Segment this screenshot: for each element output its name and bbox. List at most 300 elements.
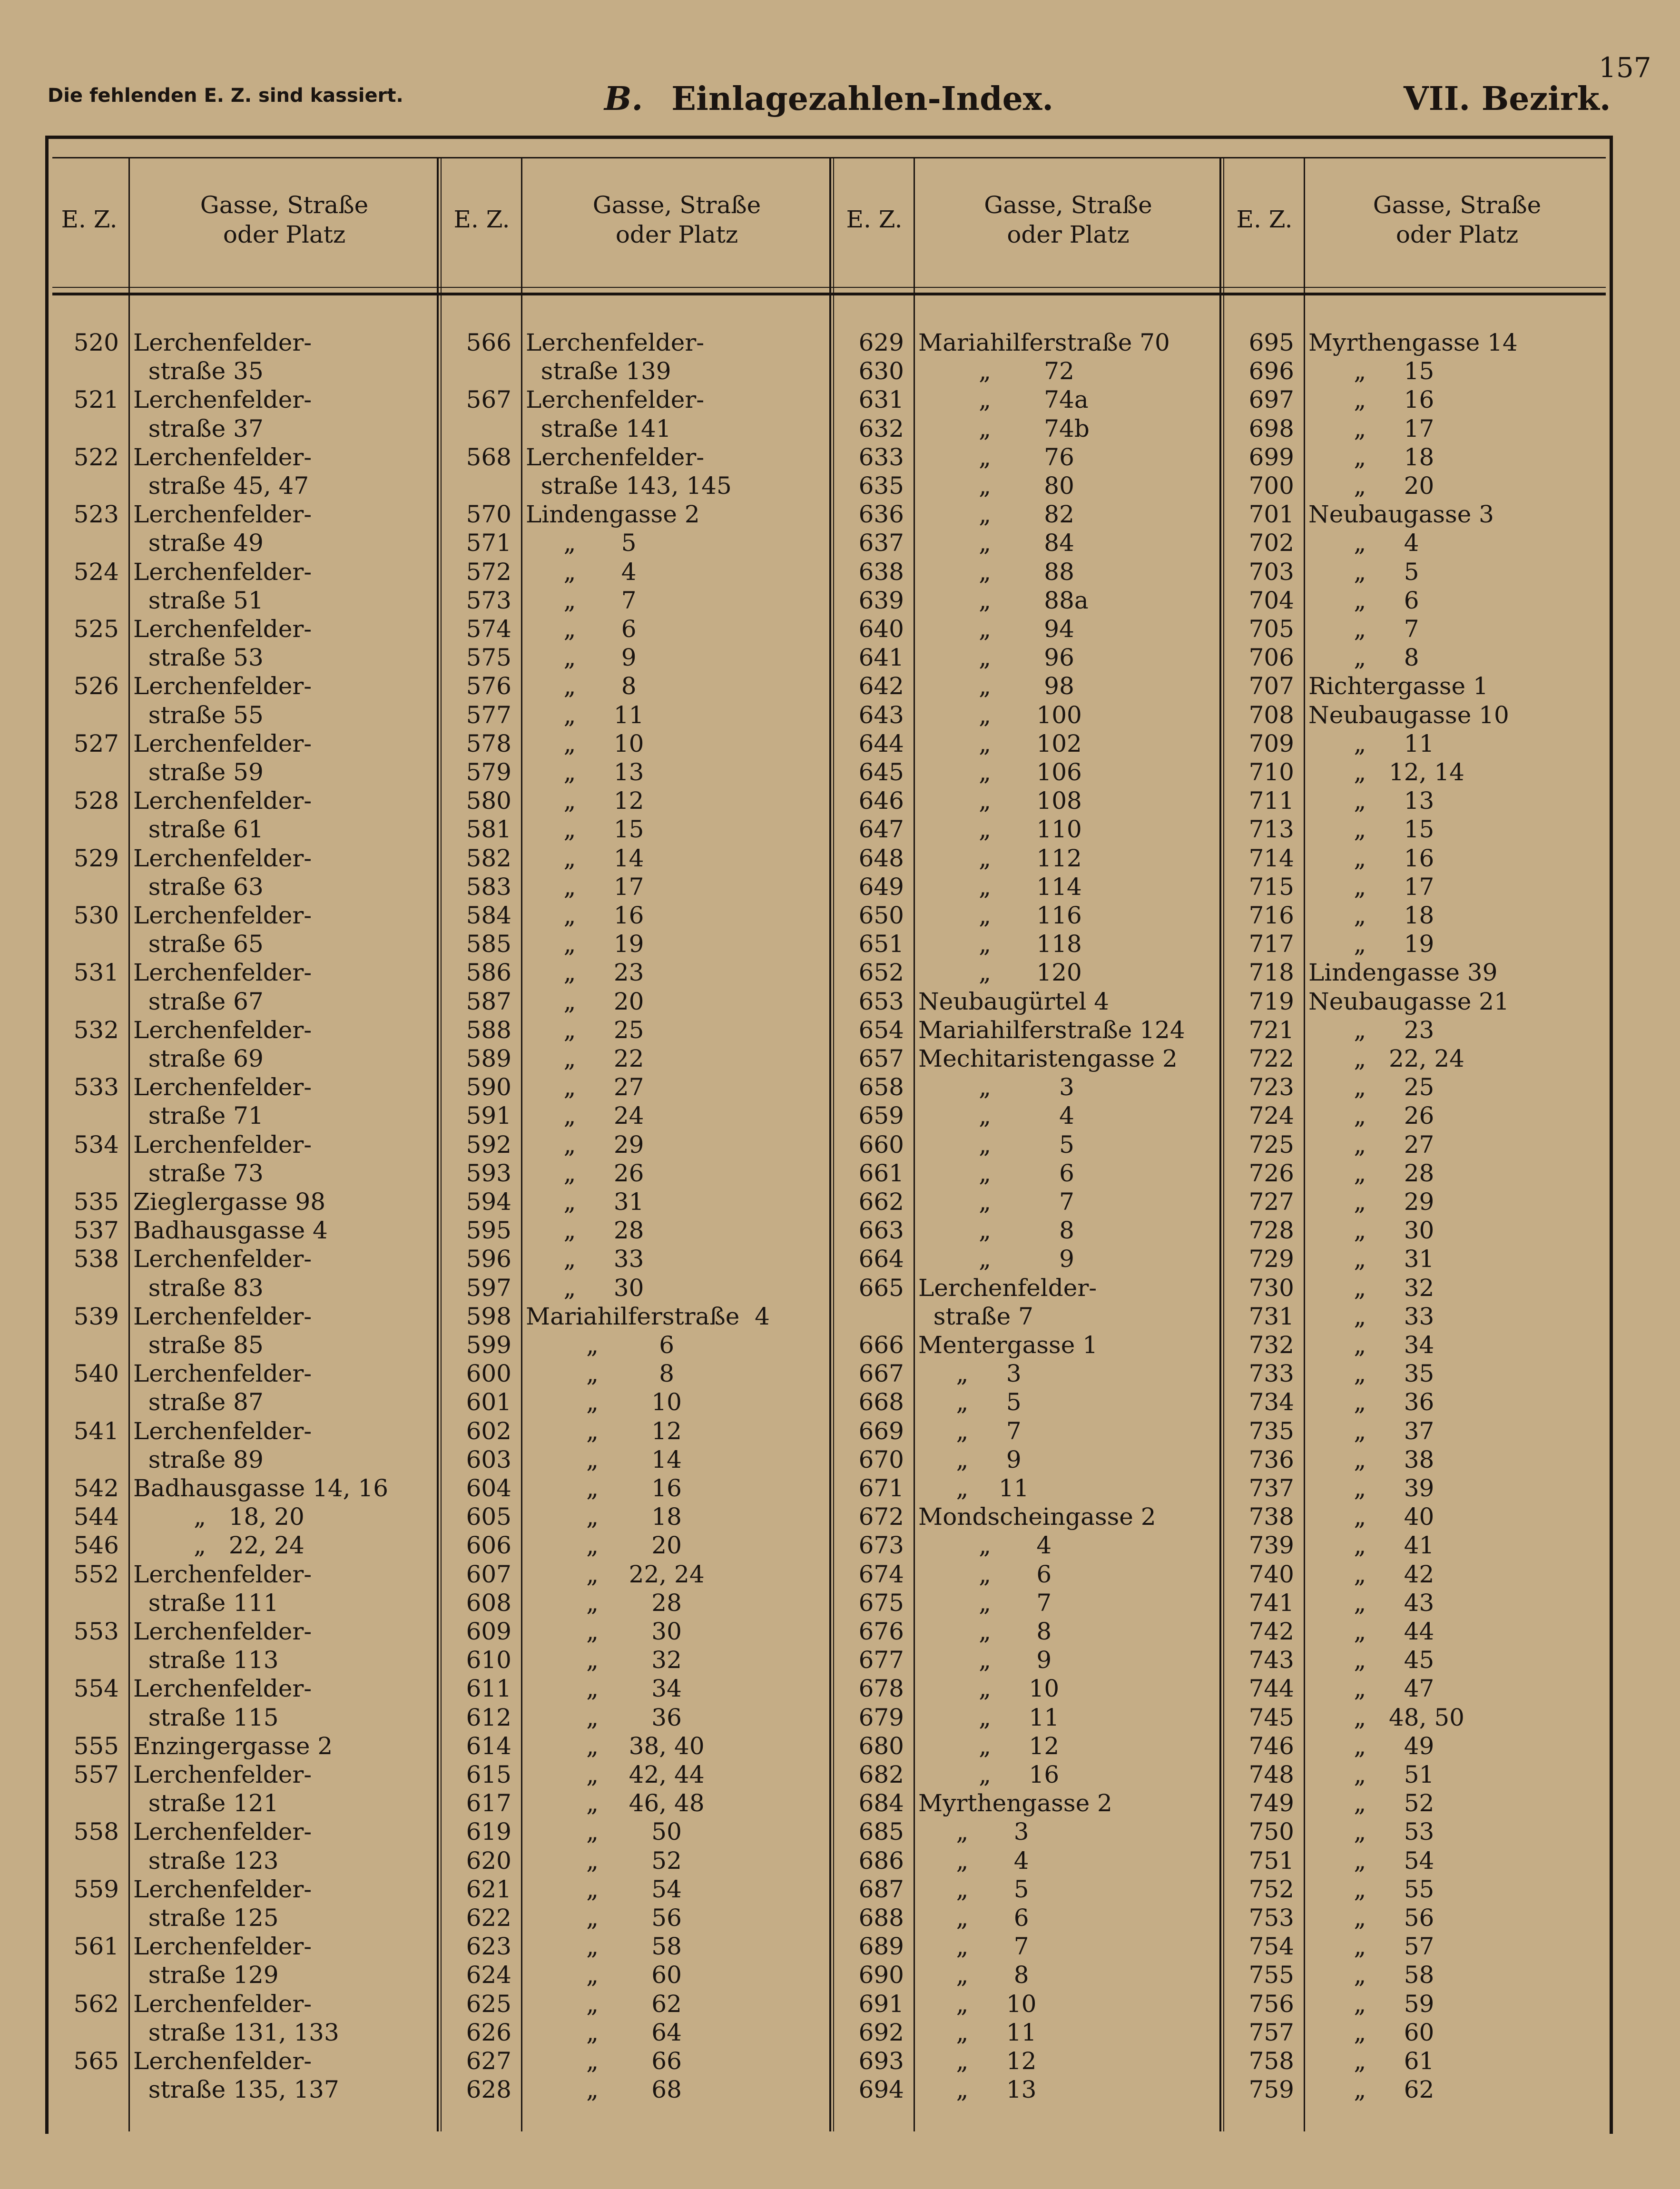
street-entry: „ 100 <box>918 701 1082 729</box>
ez-value: 535 <box>73 1188 119 1216</box>
ez-value: 638 <box>858 558 904 586</box>
street-entry: Lerchenfelder- <box>133 1875 312 1903</box>
ez-value: 524 <box>73 558 119 586</box>
street-entry: „ 7 <box>526 586 637 614</box>
street-entry: „ 22, 24 <box>1308 1045 1464 1072</box>
ez-value: 609 <box>466 1618 511 1645</box>
ez-value: 562 <box>73 1990 119 2018</box>
ez-value: 621 <box>466 1875 511 1903</box>
ez-value: 532 <box>73 1016 119 1044</box>
street-entry: „ 47 <box>1308 1675 1434 1703</box>
ez-value: 687 <box>858 1875 904 1903</box>
street-entry: straße 143, 145 <box>526 472 732 500</box>
street-entry: „ 11 <box>918 1474 1029 1502</box>
ez-value: 626 <box>466 2018 511 2046</box>
ez-value: 726 <box>1248 1159 1294 1187</box>
street-entry: straße 135, 137 <box>133 2076 339 2104</box>
ez-value: 690 <box>858 1961 904 1989</box>
street-entry: „ 18 <box>526 1503 682 1531</box>
ez-value: 671 <box>858 1474 904 1502</box>
ez-value: 567 <box>466 386 511 414</box>
street-entry: „ 19 <box>526 930 644 958</box>
ez-value: 719 <box>1248 987 1294 1015</box>
street-entry: straße 65 <box>133 930 264 958</box>
ez-value: 758 <box>1248 2047 1294 2075</box>
street-entry: Lerchenfelder- <box>526 329 705 356</box>
street-entry: „ 17 <box>526 873 644 901</box>
street-entry: Lerchenfelder- <box>526 443 705 471</box>
ez-value: 597 <box>466 1274 511 1302</box>
street-entry: „ 20 <box>526 1531 682 1560</box>
street-entry: Mondscheingasse 2 <box>918 1503 1156 1531</box>
street-entry: „ 55 <box>1308 1875 1434 1903</box>
street-entry: „ 60 <box>526 1961 682 1989</box>
street-entry: straße 87 <box>133 1388 264 1416</box>
ez-value: 756 <box>1248 1990 1294 2018</box>
street-entry: „ 7 <box>918 1188 1074 1216</box>
district-label: VII. Bezirk. <box>1404 80 1611 118</box>
street-entry: „ 10 <box>918 1675 1060 1703</box>
street-entry: „ 17 <box>1308 414 1434 442</box>
street-entry: „ 32 <box>1308 1274 1434 1302</box>
ez-value: 721 <box>1248 1016 1294 1044</box>
ez-value: 639 <box>858 586 904 614</box>
ez-value: 701 <box>1248 501 1294 529</box>
street-entry: „ 58 <box>526 1933 682 1961</box>
street-entry: straße 111 <box>133 1589 279 1617</box>
street-entry: „ 38, 40 <box>526 1732 705 1760</box>
street-entry: „ 34 <box>1308 1331 1434 1359</box>
ez-value: 622 <box>466 1904 511 1932</box>
ez-value: 566 <box>466 329 511 356</box>
ez-value: 589 <box>466 1045 511 1072</box>
street-entry: „ 22, 24 <box>526 1560 705 1588</box>
ez-value: 542 <box>73 1474 119 1502</box>
street-entry: „ 16 <box>1308 844 1434 872</box>
ez-value: 603 <box>466 1445 511 1473</box>
street-entry: „ 53 <box>1308 1818 1434 1846</box>
street-entry: „ 4 <box>918 1846 1029 1875</box>
street-entry: „ 30 <box>1308 1217 1434 1245</box>
ez-value: 652 <box>858 959 904 987</box>
section-letter: B. <box>604 80 643 118</box>
ez-value: 534 <box>73 1130 119 1158</box>
street-entry: Lerchenfelder- <box>133 959 312 987</box>
ez-value: 753 <box>1248 1904 1294 1932</box>
street-entry: „ 80 <box>918 472 1074 500</box>
street-entry: „ 22, 24 <box>133 1531 305 1560</box>
ez-value: 660 <box>858 1130 904 1158</box>
ez-value: 605 <box>466 1503 511 1531</box>
street-entry: „ 14 <box>526 844 644 872</box>
column-divider-thin <box>441 157 442 2131</box>
street-entry: straße 141 <box>526 414 671 442</box>
ez-value: 642 <box>858 672 904 700</box>
ez-value: 664 <box>858 1245 904 1273</box>
street-entry: „ 62 <box>1308 2076 1434 2104</box>
street-entry: „ 106 <box>918 758 1082 786</box>
street-entry: „ 42 <box>1308 1560 1434 1588</box>
street-entry: „ 8 <box>526 672 637 700</box>
street-entry: „ 8 <box>918 1618 1052 1645</box>
street-entry: Lerchenfelder- <box>133 1245 312 1273</box>
ez-value: 641 <box>858 644 904 672</box>
street-entry: „ 56 <box>526 1904 682 1932</box>
ez-value: 615 <box>466 1761 511 1788</box>
street-entry: „ 108 <box>918 787 1082 815</box>
street-entry: „ 74b <box>918 414 1090 442</box>
ez-divider <box>914 157 915 2131</box>
ez-value: 593 <box>466 1159 511 1187</box>
street-entry: „ 9 <box>918 1245 1074 1273</box>
ez-value: 599 <box>466 1331 511 1359</box>
ez-value: 695 <box>1248 329 1294 356</box>
street-entry: „ 60 <box>1308 2018 1434 2046</box>
ez-value: 651 <box>858 930 904 958</box>
street-entry: Lerchenfelder- <box>133 615 312 643</box>
street-entry: Mechitaristengasse 2 <box>918 1045 1178 1072</box>
street-entry: „ 9 <box>918 1445 1022 1473</box>
ez-value: 619 <box>466 1818 511 1846</box>
street-entry: „ 25 <box>1308 1073 1434 1101</box>
street-entry: straße 69 <box>133 1045 264 1072</box>
street-entry: straße 37 <box>133 414 264 442</box>
street-entry: Lerchenfelder- <box>133 1417 312 1445</box>
ez-value: 587 <box>466 987 511 1015</box>
ez-header: E. Z. <box>61 206 118 233</box>
ez-value: 676 <box>858 1618 904 1645</box>
street-entry: „ 11 <box>526 701 644 729</box>
ez-value: 713 <box>1248 815 1294 844</box>
ez-value: 731 <box>1248 1302 1294 1330</box>
ez-value: 520 <box>73 329 119 356</box>
ez-value: 724 <box>1248 1102 1294 1130</box>
street-entry: „ 36 <box>526 1703 682 1731</box>
street-entry: „ 20 <box>1308 472 1434 500</box>
street-entry: Badhausgasse 14, 16 <box>133 1474 389 1502</box>
street-entry: „ 45 <box>1308 1646 1434 1674</box>
street-entry: straße 53 <box>133 644 264 672</box>
street-entry: straße 71 <box>133 1102 264 1130</box>
street-entry: „ 57 <box>1308 1933 1434 1961</box>
ez-value: 755 <box>1248 1961 1294 1989</box>
ez-value: 606 <box>466 1531 511 1560</box>
street-entry: „ 36 <box>1308 1388 1434 1416</box>
street-entry: „ 9 <box>526 644 637 672</box>
street-entry: „ 6 <box>1308 586 1419 614</box>
ez-value: 625 <box>466 1990 511 2018</box>
street-entry: „ 6 <box>526 615 637 643</box>
ez-value: 525 <box>73 615 119 643</box>
street-entry: Lerchenfelder- <box>133 386 312 414</box>
street-entry: „ 26 <box>526 1159 644 1187</box>
street-entry: straße 73 <box>133 1159 264 1187</box>
street-entry: „ 12 <box>526 787 644 815</box>
ez-value: 751 <box>1248 1846 1294 1875</box>
street-entry: Lerchenfelder- <box>133 1560 312 1588</box>
street-entry: Lerchenfelder- <box>133 1016 312 1044</box>
street-entry: „ 72 <box>918 357 1074 385</box>
street-entry: „ 120 <box>918 959 1082 987</box>
ez-value: 677 <box>858 1646 904 1674</box>
ez-value: 636 <box>858 501 904 529</box>
ez-value: 633 <box>858 443 904 471</box>
street-entry: „ 7 <box>918 1933 1029 1961</box>
street-entry: „ 7 <box>918 1417 1022 1445</box>
street-entry: „ 9 <box>918 1646 1052 1674</box>
ez-value: 672 <box>858 1503 904 1531</box>
street-entry: „ 6 <box>918 1560 1052 1588</box>
street-entry: „ 16 <box>526 902 644 929</box>
street-entry: „ 56 <box>1308 1904 1434 1932</box>
street-entry: „ 4 <box>526 558 637 586</box>
ez-value: 527 <box>73 729 119 757</box>
street-entry: straße 55 <box>133 701 264 729</box>
ez-value: 750 <box>1248 1818 1294 1846</box>
ez-value: 582 <box>466 844 511 872</box>
ez-value: 576 <box>466 672 511 700</box>
ez-value: 739 <box>1248 1531 1294 1560</box>
ez-value: 653 <box>858 987 904 1015</box>
ez-value: 729 <box>1248 1245 1294 1273</box>
ez-value: 665 <box>858 1274 904 1302</box>
street-entry: „ 20 <box>526 987 644 1015</box>
ez-value: 522 <box>73 443 119 471</box>
ez-value: 578 <box>466 729 511 757</box>
street-entry: straße 67 <box>133 987 264 1015</box>
street-entry: „ 4 <box>918 1531 1052 1560</box>
street-entry: Lerchenfelder- <box>133 1073 312 1101</box>
ez-value: 592 <box>466 1130 511 1158</box>
street-entry: „ 82 <box>918 501 1074 529</box>
street-entry: „ 94 <box>918 615 1074 643</box>
ez-value: 611 <box>466 1675 511 1703</box>
ez-value: 580 <box>466 787 511 815</box>
street-entry: straße 125 <box>133 1904 279 1932</box>
street-entry: Lerchenfelder- <box>133 1761 312 1788</box>
ez-value: 583 <box>466 873 511 901</box>
ez-value: 600 <box>466 1360 511 1388</box>
header-title <box>604 80 1053 118</box>
street-entry: „ 4 <box>918 1102 1074 1130</box>
ez-value: 629 <box>858 329 904 356</box>
ez-value: 730 <box>1248 1274 1294 1302</box>
street-entry: „ 12 <box>526 1417 682 1445</box>
street-entry: straße 83 <box>133 1274 264 1302</box>
ez-value: 528 <box>73 787 119 815</box>
street-entry: „ 46, 48 <box>526 1789 705 1817</box>
street-entry: „ 59 <box>1308 1990 1434 2018</box>
ez-value: 538 <box>73 1245 119 1273</box>
street-entry: „ 54 <box>1308 1846 1434 1875</box>
street-entry: „ 12 <box>918 2047 1037 2075</box>
ez-value: 614 <box>466 1732 511 1760</box>
ez-value: 759 <box>1248 2076 1294 2104</box>
ez-value: 530 <box>73 902 119 929</box>
ez-value: 708 <box>1248 701 1294 729</box>
ez-value: 526 <box>73 672 119 700</box>
street-entry: „ 114 <box>918 873 1082 901</box>
ez-value: 555 <box>73 1732 119 1760</box>
street-entry: Lerchenfelder- <box>133 1818 312 1846</box>
ez-value: 521 <box>73 386 119 414</box>
ez-value: 678 <box>858 1675 904 1703</box>
page-number: 157 <box>1599 51 1651 84</box>
ez-value: 608 <box>466 1589 511 1617</box>
ez-value: 733 <box>1248 1360 1294 1388</box>
street-entry: Neubaugasse 3 <box>1308 501 1494 529</box>
street-entry: „ 22 <box>526 1045 644 1072</box>
ez-value: 559 <box>73 1875 119 1903</box>
street-entry: Lerchenfelder- <box>133 1675 312 1703</box>
street-entry: Lerchenfelder- <box>133 1990 312 2018</box>
street-entry: Lerchenfelder- <box>133 501 312 529</box>
ez-value: 741 <box>1248 1589 1294 1617</box>
ez-value: 693 <box>858 2047 904 2075</box>
ez-value: 612 <box>466 1703 511 1731</box>
street-entry: Neubaugasse 21 <box>1308 987 1509 1015</box>
ez-value: 635 <box>858 472 904 500</box>
street-entry: „ 15 <box>1308 357 1434 385</box>
street-entry: „ 26 <box>1308 1102 1434 1130</box>
street-entry: „ 54 <box>526 1875 682 1903</box>
street-entry: straße 115 <box>133 1703 279 1731</box>
ez-value: 630 <box>858 357 904 385</box>
ez-value: 650 <box>858 902 904 929</box>
street-entry: straße 139 <box>526 357 671 385</box>
ez-value: 680 <box>858 1732 904 1760</box>
ez-value: 682 <box>858 1761 904 1788</box>
street-entry: „ 13 <box>918 2076 1037 2104</box>
ez-value: 703 <box>1248 558 1294 586</box>
street-entry: Lerchenfelder- <box>133 787 312 815</box>
ez-value: 746 <box>1248 1732 1294 1760</box>
street-entry: „ 25 <box>526 1016 644 1044</box>
ez-value: 643 <box>858 701 904 729</box>
street-entry: „ 31 <box>526 1188 644 1216</box>
street-entry: „ 7 <box>1308 615 1419 643</box>
ez-value: 572 <box>466 558 511 586</box>
street-entry: Myrthengasse 2 <box>918 1789 1112 1817</box>
ez-divider <box>1304 157 1305 2131</box>
street-entry: „ 39 <box>1308 1474 1434 1502</box>
ez-value: 727 <box>1248 1188 1294 1216</box>
ez-value: 749 <box>1248 1789 1294 1817</box>
ez-value: 661 <box>858 1159 904 1187</box>
ez-value: 705 <box>1248 615 1294 643</box>
street-entry: „ 18 <box>1308 443 1434 471</box>
ez-value: 754 <box>1248 1933 1294 1961</box>
ez-value: 586 <box>466 959 511 987</box>
column-divider-thin <box>833 157 834 2131</box>
ez-value: 732 <box>1248 1331 1294 1359</box>
ez-value: 601 <box>466 1388 511 1416</box>
street-entry: „ 7 <box>918 1589 1052 1617</box>
street-entry: „ 49 <box>1308 1732 1434 1760</box>
street-entry: „ 28 <box>1308 1159 1434 1187</box>
street-entry: Lerchenfelder- <box>133 1130 312 1158</box>
street-entry: „ 27 <box>526 1073 644 1101</box>
ez-value: 632 <box>858 414 904 442</box>
street-entry: „ 3 <box>918 1073 1074 1101</box>
street-entry: „ 34 <box>526 1675 682 1703</box>
street-entry: „ 43 <box>1308 1589 1434 1617</box>
ez-value: 627 <box>466 2047 511 2075</box>
ez-value: 595 <box>466 1217 511 1245</box>
street-entry: „ 13 <box>526 758 644 786</box>
ez-value: 702 <box>1248 529 1294 557</box>
ez-value: 620 <box>466 1846 511 1875</box>
ez-value: 699 <box>1248 443 1294 471</box>
street-entry: „ 84 <box>918 529 1074 557</box>
street-entry: „ 112 <box>918 844 1082 872</box>
ez-value: 544 <box>73 1503 119 1531</box>
ez-value: 574 <box>466 615 511 643</box>
column-divider <box>1219 157 1221 2131</box>
ez-value: 637 <box>858 529 904 557</box>
ez-value: 623 <box>466 1933 511 1961</box>
street-entry: Lerchenfelder- <box>133 902 312 929</box>
ez-value: 691 <box>858 1990 904 2018</box>
ez-value: 561 <box>73 1933 119 1961</box>
street-entry: straße 123 <box>133 1846 279 1875</box>
ez-value: 568 <box>466 443 511 471</box>
street-entry: straße 45, 47 <box>133 472 309 500</box>
ez-value: 598 <box>466 1302 511 1330</box>
street-entry: „ 13 <box>1308 787 1434 815</box>
ez-value: 740 <box>1248 1560 1294 1588</box>
street-header: Gasse, Straße oder Platz <box>200 191 369 248</box>
street-entry: Lindengasse 39 <box>1308 959 1498 987</box>
ez-value: 554 <box>73 1675 119 1703</box>
ez-value: 723 <box>1248 1073 1294 1101</box>
ez-value: 700 <box>1248 472 1294 500</box>
ez-value: 673 <box>858 1531 904 1560</box>
street-entry: straße 59 <box>133 758 264 786</box>
street-entry: Mentergasse 1 <box>918 1331 1098 1359</box>
ez-value: 541 <box>73 1417 119 1445</box>
street-entry: straße 61 <box>133 815 264 844</box>
ez-value: 716 <box>1248 902 1294 929</box>
street-entry: „ 110 <box>918 815 1082 844</box>
ez-value: 666 <box>858 1331 904 1359</box>
street-entry: „ 37 <box>1308 1417 1434 1445</box>
street-entry: „ 61 <box>1308 2047 1434 2075</box>
street-entry: „ 40 <box>1308 1503 1434 1531</box>
street-entry: straße 35 <box>133 357 264 385</box>
street-entry: „ 35 <box>1308 1360 1434 1388</box>
ez-value: 685 <box>858 1818 904 1846</box>
street-entry: Enzingergasse 2 <box>133 1732 333 1760</box>
street-entry: straße 113 <box>133 1646 279 1674</box>
street-entry: Badhausgasse 4 <box>133 1217 328 1245</box>
ez-header: E. Z. <box>846 206 903 233</box>
street-entry: Lerchenfelder- <box>133 844 312 872</box>
street-entry: Lerchenfelder- <box>133 443 312 471</box>
ez-value: 688 <box>858 1904 904 1932</box>
ez-value: 694 <box>858 2076 904 2104</box>
street-entry: straße 129 <box>133 1961 279 1989</box>
ez-value: 735 <box>1248 1417 1294 1445</box>
ez-value: 744 <box>1248 1675 1294 1703</box>
ez-value: 686 <box>858 1846 904 1875</box>
street-entry: „ 16 <box>918 1761 1060 1788</box>
ez-value: 607 <box>466 1560 511 1588</box>
street-entry: „ 6 <box>526 1331 675 1359</box>
street-entry: Lerchenfelder- <box>133 1360 312 1388</box>
street-entry: Mariahilferstraße 124 <box>918 1016 1185 1044</box>
street-entry: „ 15 <box>526 815 644 844</box>
